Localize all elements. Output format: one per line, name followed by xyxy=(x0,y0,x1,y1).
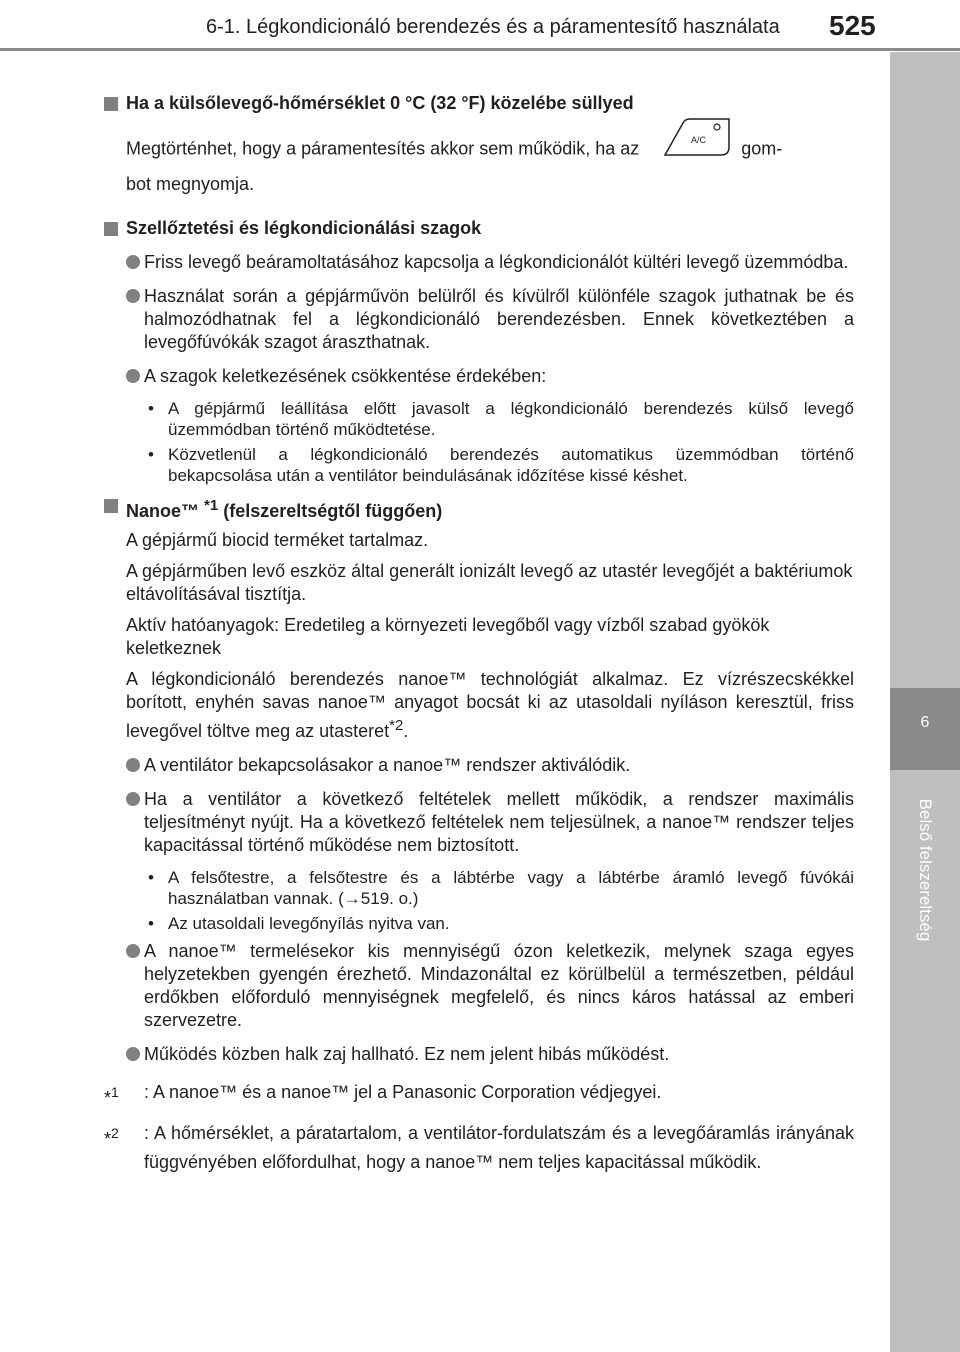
footnote-ref: *1 xyxy=(204,497,219,514)
footnote-ref: *2 xyxy=(389,717,404,734)
bullet-item xyxy=(104,754,854,777)
sub-bullet-item xyxy=(104,444,854,486)
round-bullet-icon xyxy=(126,758,140,772)
bullet-item xyxy=(104,940,854,1032)
paragraph: A gépjárműben levő eszköz által generált ionizált levegő az utastér levegőjét a baktériumok eltávolításával tisztítja. xyxy=(126,561,853,604)
paragraph-text: gom- xyxy=(741,138,783,159)
paragraph-text: A légkondicionáló berendezés nanoe™ technológiát alkalmaz. Ez vízrészecskékkel borított, enyhén savas nanoe™ anyagot bocsát ki az utasoldali nyíláson keresztül, friss levegővel töltve meg az utasteret xyxy=(126,669,854,741)
square-bullet-icon xyxy=(104,222,118,236)
chapter-number: 6 xyxy=(920,714,930,731)
running-header-title: 6-1. Légkondicionáló berendezés és a páramentesítő használata xyxy=(206,16,780,38)
footnote-1 xyxy=(104,1078,854,1107)
footnote-text: : A hőmérséklet, a páratartalom, a ventilátor-fordulatszám és a levegőáramlás irányának függvényében előfordulhat, hogy a nanoe™ nem teljes kapacitással működik. xyxy=(144,1123,854,1172)
svg-text:A/C: A/C xyxy=(691,135,707,145)
bullet-text: A nanoe™ termelésekor kis mennyiségű ózon keletkezik, melynek szaga egyes helyzetekben gyengén érezhető. Mindazonáltal ez körülbelül a természetben, például erdőkben előforduló mennyiségnek megfelelő, és nincs káros hatással az emberi szervezetre. xyxy=(144,941,854,1030)
round-bullet-icon xyxy=(126,944,140,958)
sub-bullet-item xyxy=(104,867,854,909)
paragraph-text: bot megnyomja. xyxy=(126,174,255,194)
round-bullet-icon xyxy=(126,255,140,269)
round-bullet-icon xyxy=(126,792,140,806)
bullet-text: A ventilátor bekapcsolásakor a nanoe™ rendszer aktiválódik. xyxy=(144,755,631,775)
page-number: 525 xyxy=(829,10,876,41)
round-bullet-icon xyxy=(126,1047,140,1061)
section-heading-odors xyxy=(104,217,854,240)
sub-bullet-item xyxy=(104,398,854,440)
paragraph-text: Megtörténhet, hogy a páramentesítés akkor sem működik, ha az xyxy=(126,138,640,159)
footnote-marker: *$^1$ xyxy=(104,1084,119,1108)
footnote-marker: *$^2$ xyxy=(104,1125,119,1149)
section-heading-frost xyxy=(104,92,854,115)
bullet-item xyxy=(104,285,854,354)
paragraph-defog xyxy=(104,131,854,201)
sub-bullet-text: A felsőtestre, a felsőtestre és a lábtérbe vagy a lábtérbe áramló levegő fúvókái használatban vannak. (→519. o.) xyxy=(168,868,854,908)
paragraph: Aktív hatóanyagok: Eredetileg a környezeti levegőből vagy vízből szabad gyökök keletkeznek xyxy=(126,615,770,658)
small-bullet-icon: • xyxy=(148,445,154,464)
bullet-item xyxy=(104,365,854,388)
small-bullet-icon: • xyxy=(148,399,154,418)
round-bullet-icon xyxy=(126,289,140,303)
round-bullet-icon xyxy=(126,369,140,383)
section-title: Szellőztetési és légkondicionálási szagok xyxy=(126,218,482,238)
bullet-text: Ha a ventilátor a következő feltételek mellett működik, a rendszer maximális teljesítményt nyújt. Ha a következő feltételek nem teljesülnek, a nanoe™ rendszer teljes kapacitással történő működése nem biztosított. xyxy=(144,789,854,855)
paragraph xyxy=(104,668,854,743)
bullet-item xyxy=(104,251,854,274)
square-bullet-icon xyxy=(104,499,118,513)
small-bullet-icon: • xyxy=(148,914,154,933)
footnote-text: : A nanoe™ és a nanoe™ jel a Panasonic Corporation védjegyei. xyxy=(144,1082,662,1102)
section-heading-nanoe xyxy=(104,494,854,523)
header-divider xyxy=(0,48,960,51)
sub-bullet-text: A gépjármű leállítása előtt javasolt a légkondicionáló berendezés külső levegő üzemmódban történő működtetése. xyxy=(168,399,854,439)
bullet-text: Működés közben halk zaj hallható. Ez nem jelent hibás működést. xyxy=(144,1044,670,1064)
side-tab-upper xyxy=(890,52,960,688)
section-title-rest: (felszereltségtől függően) xyxy=(223,501,443,521)
sub-bullet-text: Közvetlenül a légkondicionáló berendezés automatikus üzemmódban történő bekapcsolása után a ventilátor beindulásának időzítése kissé késhet. xyxy=(168,445,854,485)
paragraph: A gépjármű biocid terméket tartalmaz. xyxy=(126,530,429,550)
bullet-item xyxy=(104,1043,854,1066)
sub-bullet-item xyxy=(104,913,854,934)
section-title: Nanoe™ xyxy=(126,501,200,521)
bullet-item xyxy=(104,788,854,857)
footnote-2 xyxy=(104,1119,854,1177)
paragraph-text: . xyxy=(403,721,409,741)
bullet-text: A szagok keletkezésének csökkentése érdekében: xyxy=(144,366,547,386)
sub-bullet-text: Az utasoldali levegőnyílás nyitva van. xyxy=(168,914,450,933)
bullet-text: Friss levegő beáramoltatásához kapcsolja a légkondicionálót kültéri levegő üzemmódba. xyxy=(144,252,849,272)
square-bullet-icon xyxy=(104,97,118,111)
small-bullet-icon: • xyxy=(148,868,154,887)
ac-button-icon xyxy=(663,117,731,168)
section-title: Ha a külsőlevegő-hőmérséklet 0 °C (32 °F) közelébe süllyed xyxy=(126,93,634,113)
chapter-label: Belső felszereltség xyxy=(916,798,935,942)
bullet-text: Használat során a gépjárművön belülről és kívülről különféle szagok juthatnak be és halmozódhatnak fel a légkondicionáló berendezésben. Ennek következtében a levegőfúvókák szagot áraszthatnak. xyxy=(144,286,854,352)
page-content xyxy=(104,92,854,1177)
